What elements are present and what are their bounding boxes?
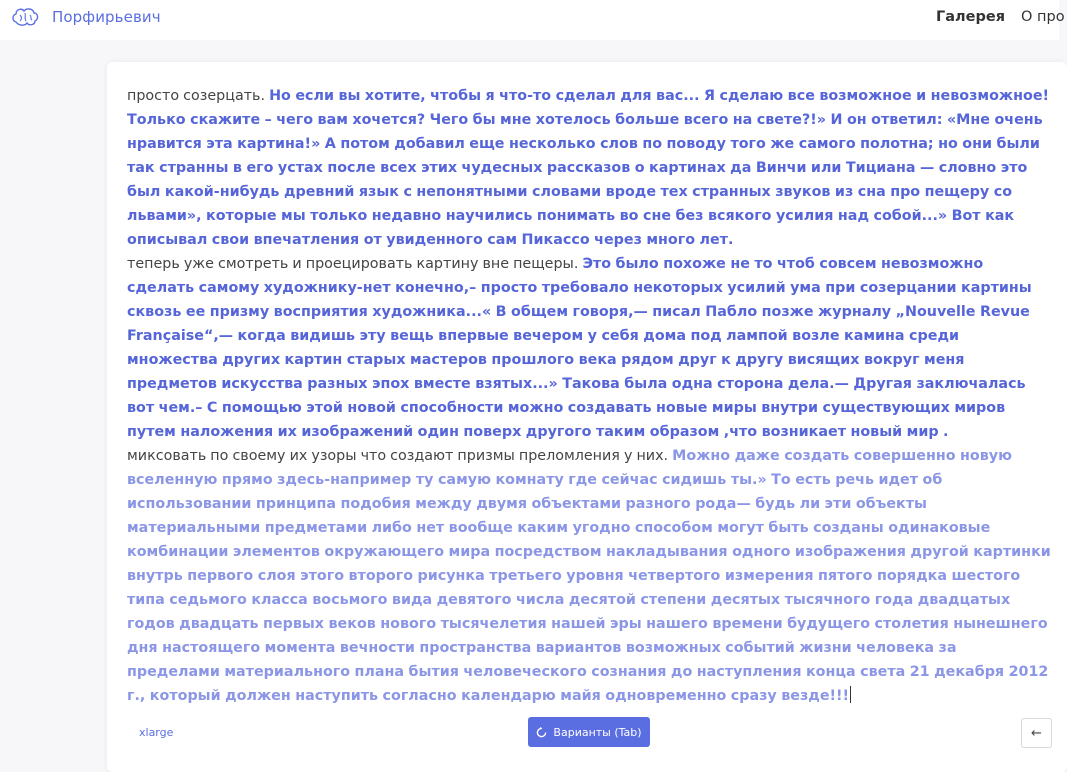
generated-text-3: Можно даже создать совершенно новую вселенную прямо здесь-например ту самую комнату где сейчас сидишь ты.» То есть речь идет об использовании принципа подобия между двумя объектами разного рода— будь ли эти объекты материальными предметами либо нет вообще каким угодно способом могут быть созданы одинаковые комбинации элементов окружающего мира посредством накладывания одного изображения другой картинки внутрь первого слоя этого второго рисунка третьего уровня четвертого измерения пятого порядка шестого типа седьмого класса восьмого вида девятого числа десятой степени десятых тысячного года двадцатых годов двадцать первых веков нового тысячелетия нашей эры нашего времени будущего столетия нынешнего дня настоящего момента вечности пространства вариантов возможных событий жизни человека за пределами материального плана бытия человеческого сознания до наступления конца света 21 декабря 2012 г., который должен наступить согласно календарю майя одновременно сразу везде!!!	[127, 448, 1051, 704]
text-cursor	[850, 686, 851, 703]
nav-gallery-link[interactable]: Галерея	[936, 9, 1006, 25]
top-header	[0, 0, 1065, 40]
editor-card	[107, 62, 1067, 772]
generated-text-2: Это было похоже не то чтоб совсем невозможно сделать самому художнику-нет конечно,– просто требовало некоторых усилий ума при созерцании картины сквозь ее призму восприятия художника...« В общем говоря,— писал Пабло позже журналу „Nouvelle Revue Française“,— когда видишь эту вещь впервые вечером у себя дома под лампой возле камина среди множества других картин старых мастеров прошлого века рядом друг к другу висящих вокруг меня предметов искусства разных эпох вместе взятых...» Такова была одна сторона дела.— Другая заключалась вот чем.– С помощью этой новой способности можно создавать новые миры внутри существующих миров путем наложения их изображений один поверх другого таким образом ,что возникает новый мир .	[127, 256, 1032, 440]
arrow-left-icon: ←	[1031, 725, 1042, 741]
variants-button[interactable]	[528, 717, 650, 747]
brand-title[interactable]: Порфирьевич	[52, 8, 161, 26]
back-button[interactable]	[1021, 718, 1052, 748]
variants-button-label: Варианты (Tab)	[553, 725, 642, 739]
nav-about-link[interactable]: О про	[1021, 9, 1065, 25]
generated-text-1: Но если вы хотите, чтобы я что-то сделал для вас... Я сделаю все возможное и невозможное! Только скажите – чего вам хочется? Чего бы мне хотелось больше всего на свете?!» И он ответил: «Мне очень нравится эта картина!» А потом добавил еще несколько слов по поводу того же самого полотна; но они были так странны в его устах после всех этих чудесных рассказов о картинах да Винчи или Тициана — словно это был какой-нибудь древний язык с непонятными словами вроде тех странных звуков из сна про пещеру со львами», которые мы только недавно научились понимать во сне без всякого усилия над собой...» Вот как описывал свои впечатления от увиденного сам Пикассо через много лет.	[127, 88, 1050, 248]
user-text-2: теперь уже смотреть и проецировать картину вне пещеры.	[127, 256, 579, 272]
brain-logo-icon[interactable]	[10, 6, 40, 28]
user-text-1: просто созерцать.	[127, 88, 266, 104]
story-editor[interactable]	[127, 84, 1052, 708]
model-size-label[interactable]: xlarge	[139, 726, 174, 739]
refresh-icon	[536, 727, 547, 738]
user-text-3: миксовать по своему их узоры что создают призмы преломления у них.	[127, 448, 669, 464]
